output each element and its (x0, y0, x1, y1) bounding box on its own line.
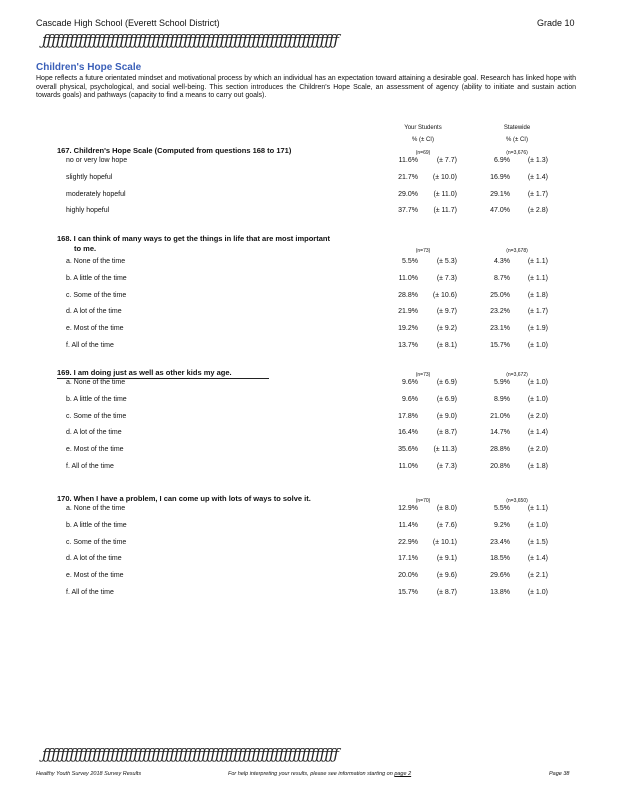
response-label: d. A lot of the time (66, 308, 122, 316)
sample-size: (n=73) (415, 248, 431, 254)
footer-page-number: Page 38 (549, 771, 570, 777)
state-ci: (± 2.0) (527, 446, 548, 454)
question-title: 170. When I have a problem, I can come up with lots of ways to solve it. (57, 494, 311, 503)
state-percent: 23.2% (490, 308, 510, 316)
state-percent: 5.9% (494, 379, 510, 386)
your-ci: (± 5.3) (436, 258, 457, 265)
state-ci: (± 1.8) (527, 463, 548, 470)
response-row (66, 379, 566, 391)
response-row (66, 157, 566, 169)
response-row (66, 308, 566, 320)
state-percent: 13.8% (490, 589, 510, 596)
response-label: moderately hopeful (66, 190, 126, 198)
response-row (66, 325, 566, 337)
response-label: d. A lot of the time (66, 429, 122, 437)
state-percent: 6.9% (494, 157, 510, 164)
state-percent: 9.2% (494, 521, 510, 529)
your-ci: (± 7.3) (436, 463, 457, 470)
section-title: Children's Hope Scale (36, 62, 142, 73)
your-ci: (± 9.0) (436, 412, 457, 420)
state-percent: 23.1% (490, 325, 510, 333)
state-percent: 23.4% (490, 538, 510, 546)
sample-size: (n=3,672) (506, 372, 528, 378)
response-label: b. A little of the time (66, 521, 127, 529)
your-percent: 11.0% (398, 463, 418, 470)
response-row (66, 396, 566, 408)
response-label: c. Some of the time (66, 291, 127, 299)
sample-size: (n=69) (415, 150, 431, 156)
state-ci: (± 1.4) (527, 173, 548, 181)
response-row (66, 191, 566, 203)
response-row (66, 463, 566, 475)
response-row (66, 258, 566, 270)
state-percent: 14.7% (490, 429, 510, 437)
footer-page-link[interactable]: page 2 (394, 771, 412, 777)
response-row (66, 174, 566, 186)
response-label: f. All of the time (66, 342, 114, 349)
state-ci: (± 2.0) (527, 412, 548, 420)
response-label: highly hopeful (66, 207, 110, 215)
state-ci: (± 1.8) (527, 291, 548, 299)
school-header: Cascade High School (Everett School District) (36, 18, 220, 28)
response-label: b. A little of the time (66, 395, 127, 403)
state-ci: (± 1.7) (527, 190, 548, 198)
your-ci: (± 11.0) (433, 190, 457, 198)
bottom-divider: ƒƒƒƒƒƒƒƒƒƒƒƒƒƒƒƒƒƒƒƒƒƒƒƒƒƒƒƒƒƒƒƒƒƒƒƒƒƒƒƒƒƒƒƒƒƒƒƒƒƒƒƒƒƒƒƒƒƒƒƒƒƒƒƒƒ (42, 745, 338, 763)
state-ci: (± 1.0) (527, 379, 548, 386)
col-your-pct: % (± CI) (412, 137, 434, 143)
your-percent: 9.6% (402, 395, 418, 403)
your-percent: 12.9% (398, 505, 418, 512)
grade-label: Grade 10 (537, 18, 575, 28)
response-label: f. All of the time (66, 589, 114, 596)
your-ci: (± 6.9) (436, 395, 457, 403)
your-ci: (± 11.3) (433, 446, 457, 454)
your-ci: (± 7.6) (436, 521, 457, 529)
state-percent: 21.0% (490, 412, 510, 420)
your-ci: (± 8.7) (436, 429, 457, 437)
your-percent: 15.7% (398, 589, 418, 596)
your-percent: 13.7% (398, 342, 418, 349)
col-state-pct: % (± CI) (506, 137, 528, 143)
state-percent: 29.1% (490, 190, 510, 198)
your-ci: (± 9.1) (436, 555, 457, 563)
col-your-students: Your Students (404, 125, 442, 131)
question-title-cont: to me. (74, 244, 97, 253)
your-percent: 21.9% (398, 308, 418, 316)
your-ci: (± 7.7) (436, 157, 457, 164)
state-percent: 15.7% (490, 342, 510, 349)
response-row (66, 207, 566, 219)
response-row (66, 589, 566, 601)
sample-size: (n=3,650) (506, 498, 528, 504)
your-percent: 11.6% (398, 157, 418, 164)
state-percent: 8.7% (494, 274, 510, 282)
state-ci: (± 1.3) (527, 157, 548, 164)
your-percent: 37.7% (398, 207, 418, 215)
footer-survey: Healthy Youth Survey 2018 Survey Results (36, 771, 142, 777)
footer-help (228, 771, 411, 777)
response-label: a. None of the time (66, 379, 126, 386)
state-percent: 5.5% (494, 505, 510, 512)
your-ci: (± 6.9) (436, 379, 457, 386)
response-row (66, 539, 566, 551)
response-label: a. None of the time (66, 505, 126, 512)
your-ci: (± 10.6) (432, 291, 457, 299)
state-ci: (± 1.4) (527, 555, 548, 563)
your-percent: 28.8% (398, 291, 418, 299)
response-row (66, 275, 566, 287)
question-title: 167. Children's Hope Scale (Computed from questions 168 to 171) (57, 146, 292, 155)
your-percent: 17.8% (398, 412, 418, 420)
state-ci: (± 1.0) (527, 521, 548, 529)
your-ci: (± 8.7) (436, 589, 457, 596)
response-label: e. Most of the time (66, 446, 124, 454)
sample-size: (n=70) (415, 498, 431, 504)
response-label: f. All of the time (66, 463, 114, 470)
response-label: e. Most of the time (66, 325, 124, 333)
your-ci: (± 9.6) (436, 572, 457, 580)
your-percent: 29.0% (398, 190, 418, 198)
response-row (66, 446, 566, 458)
top-divider: ƒƒƒƒƒƒƒƒƒƒƒƒƒƒƒƒƒƒƒƒƒƒƒƒƒƒƒƒƒƒƒƒƒƒƒƒƒƒƒƒƒƒƒƒƒƒƒƒƒƒƒƒƒƒƒƒƒƒƒƒƒƒƒƒƒ (42, 31, 338, 49)
state-ci: (± 1.0) (527, 395, 548, 403)
question-title: 169. I am doing just as well as other kids my age. (57, 368, 232, 377)
response-row (66, 292, 566, 304)
your-percent: 11.4% (398, 521, 418, 529)
response-label: slightly hopeful (66, 173, 113, 181)
your-percent: 5.5% (402, 258, 418, 265)
response-row (66, 429, 566, 441)
sample-size: (n=3,676) (506, 150, 528, 156)
state-ci: (± 1.7) (527, 308, 548, 316)
state-ci: (± 1.9) (527, 325, 548, 333)
your-percent: 35.6% (398, 446, 418, 454)
response-label: d. A lot of the time (66, 555, 122, 563)
state-ci: (± 1.1) (527, 258, 548, 265)
response-label: no or very low hope (66, 157, 128, 164)
your-percent: 17.1% (398, 555, 418, 563)
response-label: e. Most of the time (66, 572, 124, 580)
your-ci: (± 10.0) (432, 173, 457, 181)
your-percent: 19.2% (398, 325, 418, 333)
footer-help-text: For help interpreting your results, please see information starting on (228, 771, 393, 777)
your-percent: 11.0% (398, 274, 418, 282)
state-percent: 4.3% (494, 258, 510, 265)
sample-size: (n=3,678) (506, 248, 528, 254)
your-ci: (± 8.0) (436, 505, 457, 512)
response-row (66, 555, 566, 567)
your-percent: 9.6% (402, 379, 418, 386)
your-percent: 21.7% (398, 173, 418, 181)
response-row (66, 342, 566, 354)
your-ci: (± 9.7) (436, 308, 457, 316)
response-label: a. None of the time (66, 258, 126, 265)
state-percent: 29.6% (490, 572, 510, 580)
response-row (66, 413, 566, 425)
your-ci: (± 10.1) (432, 538, 457, 546)
response-row (66, 522, 566, 534)
state-ci: (± 1.5) (527, 538, 548, 546)
state-ci: (± 1.1) (527, 274, 548, 282)
state-percent: 28.8% (490, 446, 510, 454)
section-intro: Hope reflects a future orientated mindset and motivational process by which an individual has an expectation toward attaining a desirable goal. Research has linked hope with overall physical, psychological, and social well-being. This section introduces the Children's Hope Scale, an assessment of agency (ability to initiate and sustain action towards goals) and pathways (capacity to find a means to carry out goals). (36, 75, 576, 100)
state-percent: 18.5% (490, 555, 510, 563)
question-title: 168. I can think of many ways to get the things in life that are most important (57, 234, 330, 243)
your-ci: (± 7.3) (436, 274, 457, 282)
your-ci: (± 11.7) (433, 207, 457, 215)
response-label: c. Some of the time (66, 538, 127, 546)
state-ci: (± 1.4) (527, 429, 548, 437)
state-ci: (± 1.1) (527, 505, 548, 512)
state-percent: 25.0% (490, 291, 510, 299)
state-percent: 47.0% (490, 207, 510, 215)
state-ci: (± 1.0) (527, 589, 548, 596)
your-percent: 16.4% (398, 429, 418, 437)
state-percent: 8.9% (494, 395, 510, 403)
response-row (66, 505, 566, 517)
your-ci: (± 9.2) (436, 325, 457, 333)
your-ci: (± 8.1) (436, 342, 457, 349)
state-ci: (± 2.8) (527, 207, 548, 215)
state-ci: (± 2.1) (527, 572, 548, 580)
your-percent: 22.9% (398, 538, 418, 546)
sample-size: (n=73) (415, 372, 431, 378)
response-label: c. Some of the time (66, 412, 127, 420)
state-ci: (± 1.0) (527, 342, 548, 349)
response-label: b. A little of the time (66, 274, 127, 282)
your-percent: 20.0% (398, 572, 418, 580)
state-percent: 16.9% (490, 173, 510, 181)
col-statewide: Statewide (503, 125, 531, 131)
response-row (66, 572, 566, 584)
state-percent: 20.8% (490, 463, 510, 470)
